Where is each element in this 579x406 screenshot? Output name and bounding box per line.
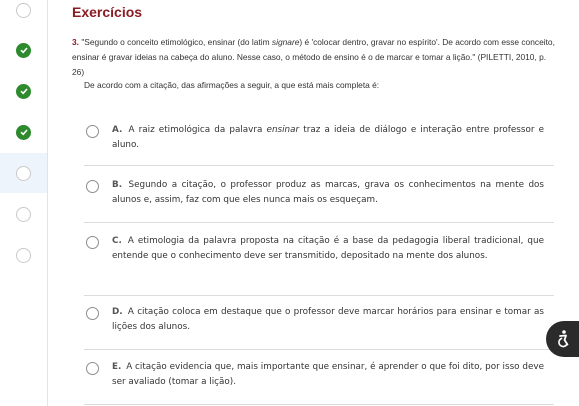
radio-button[interactable] bbox=[86, 125, 99, 138]
statement-post: ) é 'colocar dentro, gravar no espírito'. De acordo com esse conceito, ensinar é gravar ideias na cabeça do aluno. Nesse caso, o método de ensino é o de marcar e tomar a lição." (PILETTI, 2010, p. 26) bbox=[72, 37, 555, 77]
progress-rail bbox=[0, 0, 48, 406]
rail-item-4[interactable] bbox=[0, 112, 47, 152]
radio-button[interactable] bbox=[86, 307, 99, 320]
check-icon bbox=[16, 84, 31, 99]
option-a[interactable] bbox=[84, 113, 554, 166]
rail-item-1[interactable] bbox=[0, 0, 47, 30]
pending-dot-icon bbox=[16, 166, 31, 181]
option-e[interactable] bbox=[84, 350, 554, 405]
radio-button[interactable] bbox=[86, 362, 99, 375]
option-text: B. Segundo a citação, o professor produz as marcas, grava os conhecimentos na mente dos alunos e, assim, faz com que eles nunca mais os esqueçam. bbox=[112, 180, 544, 205]
option-b[interactable] bbox=[84, 166, 554, 223]
option-c[interactable] bbox=[84, 223, 554, 296]
check-icon bbox=[16, 43, 31, 58]
radio-button[interactable] bbox=[86, 180, 99, 193]
accessibility-icon bbox=[553, 329, 573, 349]
exercise-panel bbox=[72, 0, 579, 406]
rail-item-3[interactable] bbox=[0, 71, 47, 111]
statement-latin: signare bbox=[271, 37, 300, 47]
rail-item-5[interactable] bbox=[0, 153, 47, 193]
question-statement bbox=[72, 35, 556, 80]
option-d[interactable] bbox=[84, 296, 554, 350]
statement-pre: "Segundo o conceito etimológico, ensinar (do latim bbox=[81, 37, 272, 47]
option-text: D. A citação coloca em destaque que o professor deve marcar horários para ensinar e tomar as lições dos alunos. bbox=[112, 307, 544, 332]
accessibility-button[interactable] bbox=[546, 321, 579, 357]
radio-button[interactable] bbox=[86, 236, 99, 249]
rail-item-2[interactable] bbox=[0, 30, 47, 70]
option-text: A. A raiz etimológica da palavra ensinar traz a ideia de diálogo e interação entre professor e aluno. bbox=[112, 125, 545, 150]
rail-item-7[interactable] bbox=[0, 235, 47, 275]
question-prompt: De acordo com a citação, das afirmações a seguir, a que está mais completa é: bbox=[84, 80, 380, 90]
option-text: E. A citação evidencia que, mais importante que ensinar, é aprender o que foi dito, por isso deve ser avaliado (tomar a lição). bbox=[112, 362, 544, 387]
option-text: C. A etimologia da palavra proposta na citação é a base da pedagogia liberal tradicional, que entende que o conhecimento deve ser transmitido, depositado na mente dos alunos. bbox=[112, 236, 544, 261]
pending-dot-icon bbox=[16, 207, 31, 222]
page-title: Exercícios bbox=[72, 4, 143, 20]
check-icon bbox=[16, 125, 31, 140]
pending-dot-icon bbox=[16, 248, 31, 263]
question-number: 3. bbox=[72, 37, 79, 47]
pending-dot-icon bbox=[16, 3, 31, 18]
rail-item-6[interactable] bbox=[0, 194, 47, 234]
